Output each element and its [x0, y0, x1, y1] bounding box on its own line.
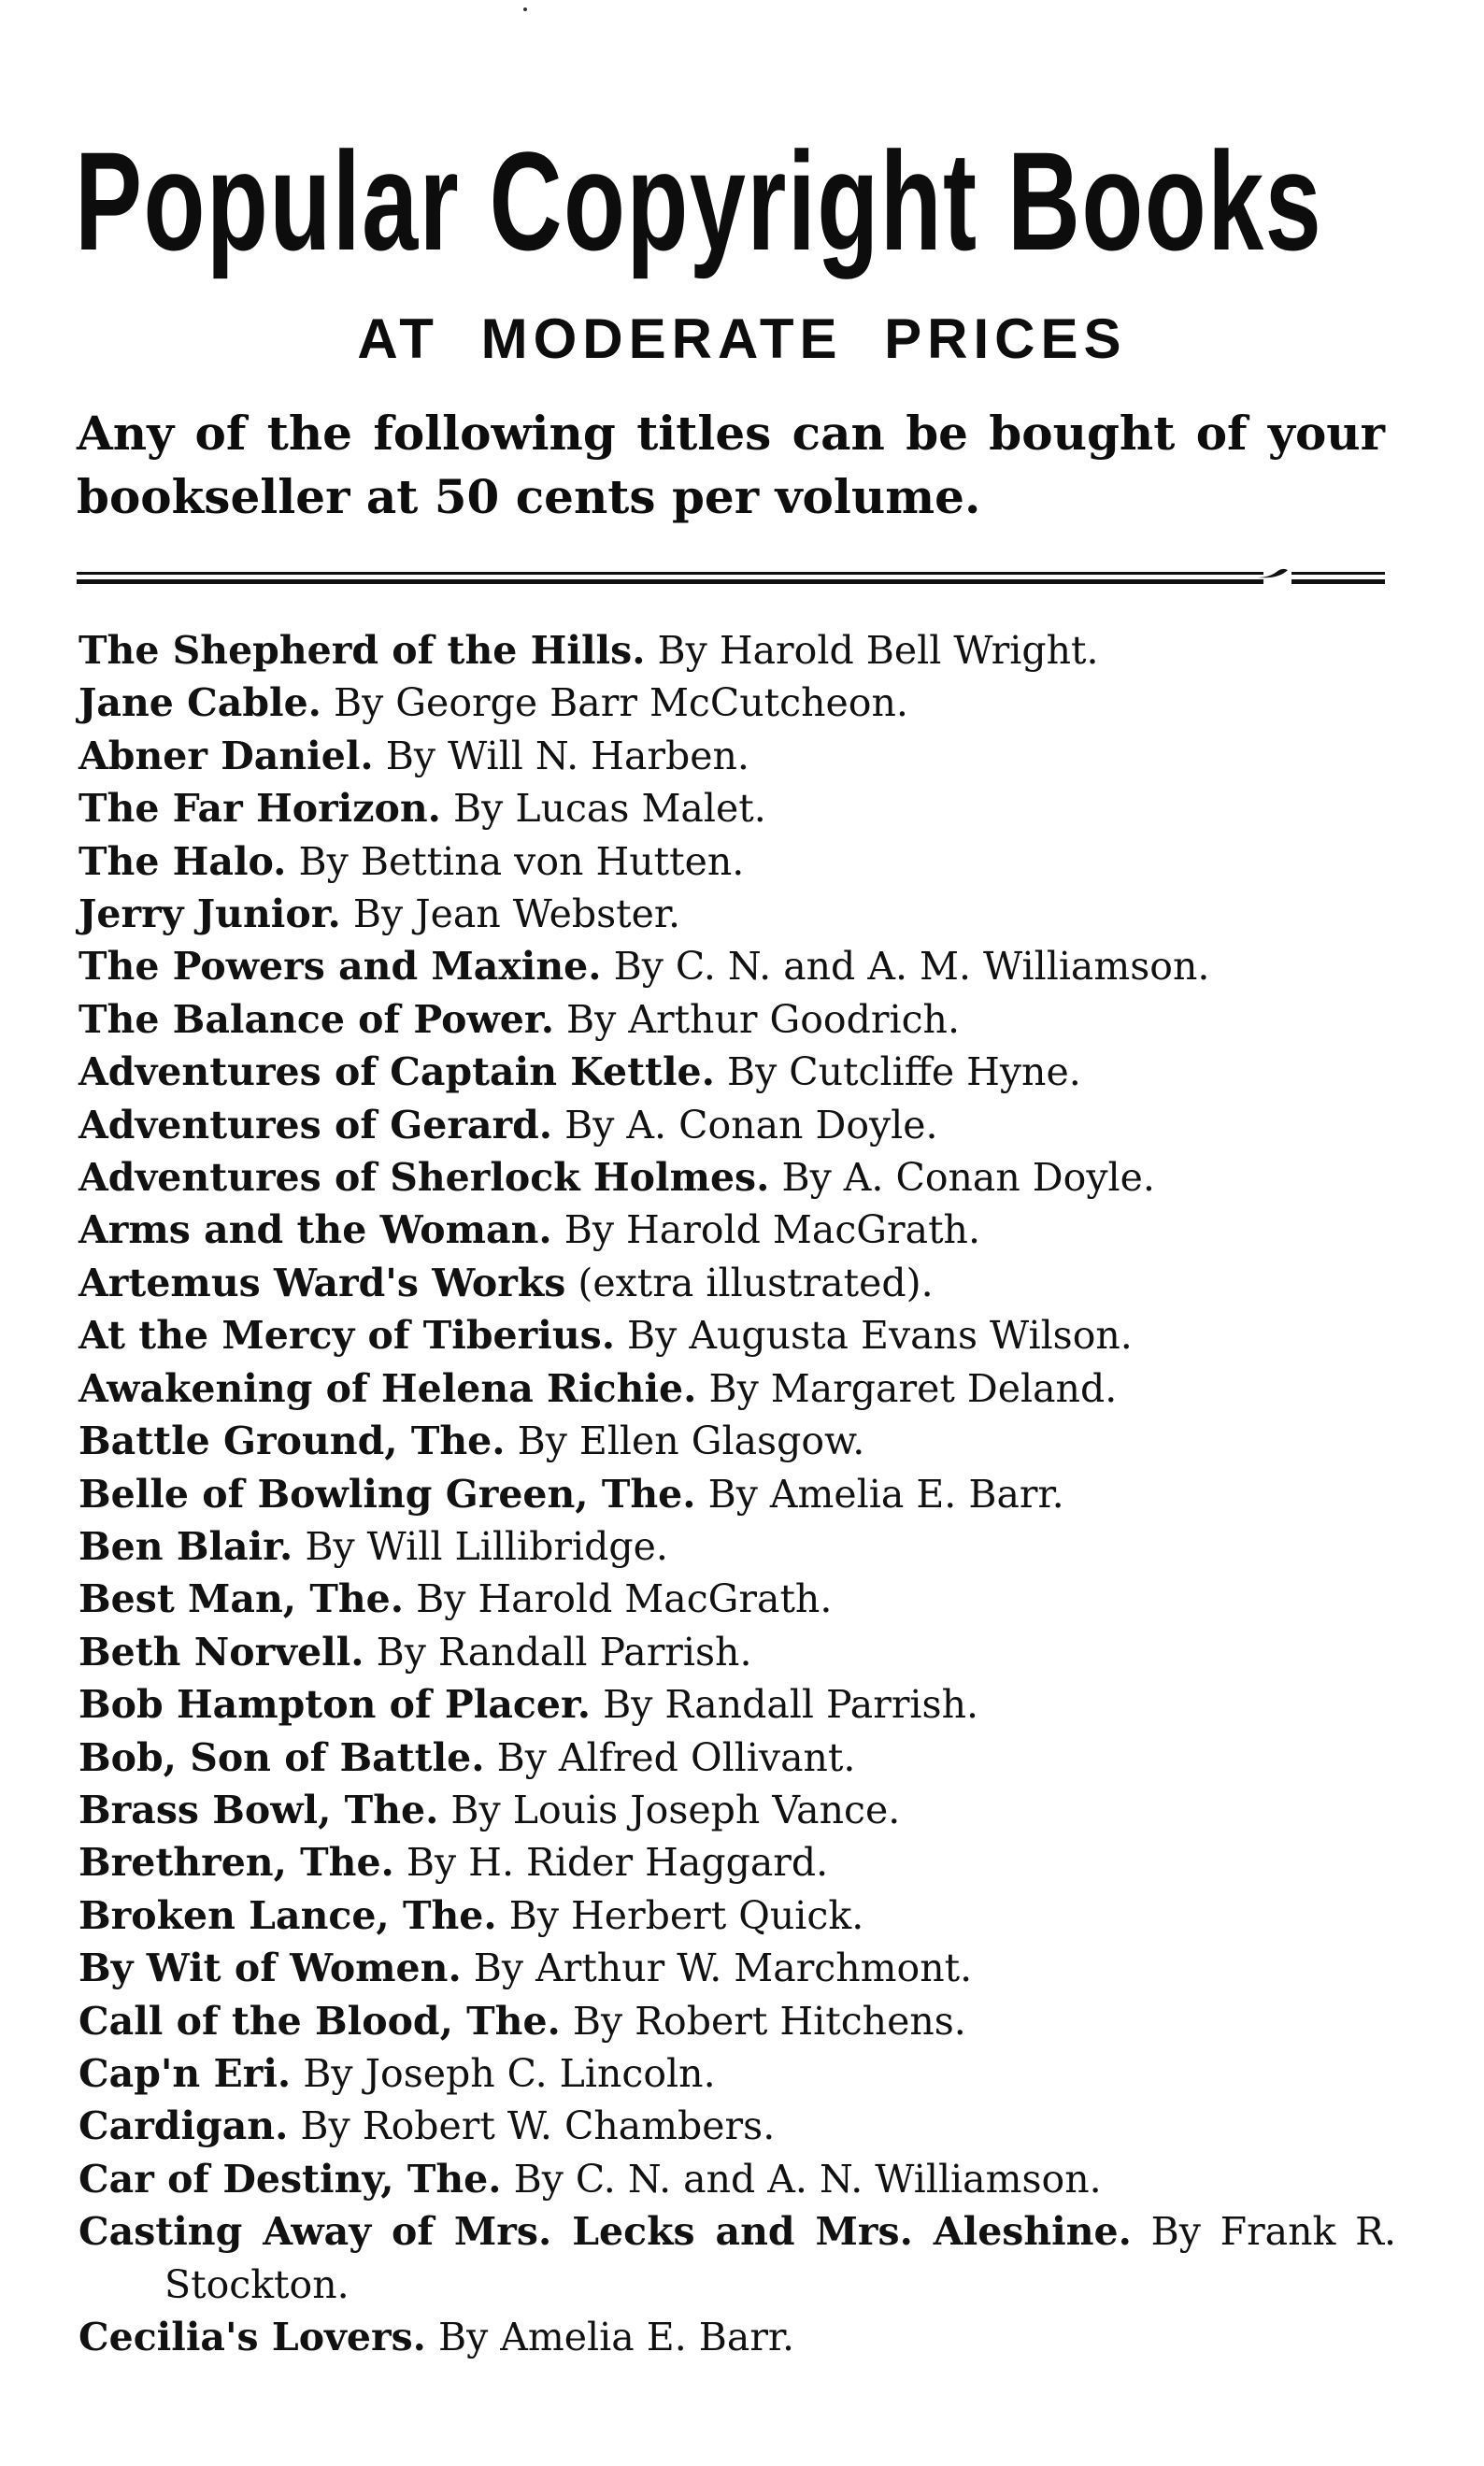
book-list-item [78, 677, 1396, 729]
book-title: The Balance of Power. [78, 996, 554, 1042]
book-author: By Herbert Quick. [508, 1892, 864, 1938]
book-title: The Halo. [78, 838, 287, 884]
book-list-item [78, 993, 1396, 1046]
book-author: By Cutcliffe Hyne. [726, 1049, 1081, 1095]
book-author: By Joseph C. Lincoln. [303, 2050, 716, 2096]
book-author: By A. Conan Doyle. [781, 1155, 1155, 1201]
decorative-rule [77, 572, 1385, 585]
book-list-item [78, 1257, 1396, 1309]
book-title: Car of Destiny, The. [78, 2156, 502, 2202]
book-author: By Robert Hitchens. [572, 1998, 966, 2044]
intro-paragraph: Any of the following titles can be bought of your bookseller at 50 cents per volume. [77, 406, 1385, 524]
book-author: By Ellen Glasgow. [517, 1418, 865, 1464]
book-author: By Arthur Goodrich. [566, 996, 960, 1042]
book-list-item [78, 1889, 1396, 1942]
book-author: By C. N. and A. M. Williamson. [613, 944, 1210, 990]
book-title: Best Man, The. [78, 1576, 405, 1622]
book-title: The Powers and Maxine. [78, 944, 602, 990]
book-title: Jerry Junior. [78, 891, 341, 937]
book-list-item [78, 1415, 1396, 1467]
rule-thin-line [77, 572, 1263, 575]
book-author: (extra illustrated). [578, 1260, 934, 1305]
book-author: By Arthur W. Marchmont. [473, 1946, 973, 1991]
book-title: At the Mercy of Tiberius. [78, 1313, 615, 1359]
book-list-item [78, 1099, 1396, 1151]
book-title: Jane Cable. [78, 680, 321, 726]
book-author: By Harold Bell Wright. [657, 628, 1099, 673]
book-author: By Augusta Evans Wilson. [627, 1313, 1133, 1359]
book-title: Call of the Blood, The. [78, 1998, 561, 2044]
book-title: Cecilia's Lovers. [78, 2315, 426, 2359]
book-list-item [78, 1573, 1396, 1625]
book-list-item [78, 888, 1396, 940]
book-list-item [78, 2205, 1396, 2311]
book-title: The Far Horizon. [78, 786, 441, 832]
book-author: By H. Rider Haggard. [406, 1840, 829, 1886]
book-author: By Randall Parrish. [603, 1682, 979, 1728]
book-list-item [78, 1520, 1396, 1573]
book-list-item [78, 1732, 1396, 1784]
book-title: Cap'n Eri. [78, 2050, 292, 2096]
book-author: By Bettina von Hutten. [298, 838, 745, 884]
book-title: Belle of Bowling Green, The. [78, 1471, 696, 1517]
book-list-item [78, 1995, 1396, 2047]
book-title: By Wit of Women. [78, 1946, 462, 1991]
page-title: Popular Copyright Books [75, 122, 1323, 279]
book-author: By Will N. Harben. [385, 733, 749, 778]
book-list-item [78, 1836, 1396, 1889]
book-title: Casting Away of Mrs. Lecks and Mrs. Aleshine. [78, 2209, 1132, 2255]
book-author: By Lucas Malet. [453, 786, 766, 832]
book-list-item [78, 1151, 1396, 1204]
book-author: By George Barr McCutcheon. [333, 680, 908, 726]
book-author: By Will Lillibridge. [305, 1523, 668, 1569]
book-list-item [78, 1678, 1396, 1731]
rule-thick-line [77, 579, 1263, 584]
book-title: Battle Ground, The. [78, 1418, 506, 1464]
book-title: Adventures of Sherlock Holmes. [78, 1155, 770, 1201]
book-title: The Shepherd of the Hills. [78, 628, 646, 673]
book-title: Arms and the Woman. [78, 1207, 552, 1253]
book-list-item [78, 1362, 1396, 1415]
book-author: By A. Conan Doyle. [564, 1102, 938, 1147]
book-author: By Alfred Ollivant. [496, 1734, 856, 1780]
book-title: Adventures of Gerard. [78, 1102, 553, 1147]
book-list-item [78, 624, 1396, 677]
book-list-item [78, 2311, 1396, 2363]
book-title: Adventures of Captain Kettle. [78, 1049, 715, 1095]
book-list-item [78, 1309, 1396, 1361]
book-title: Cardigan. [78, 2103, 289, 2149]
print-speck [523, 7, 527, 11]
page-subtitle: AT MODERATE PRICES [357, 307, 1127, 370]
book-title: Brass Bowl, The. [78, 1787, 439, 1832]
book-title: Beth Norvell. [78, 1629, 364, 1675]
book-list-item [78, 1046, 1396, 1098]
book-author: By Amelia E. Barr. [707, 1471, 1064, 1517]
book-title: Bob, Son of Battle. [78, 1734, 485, 1780]
book-title: Artemus Ward's Works [78, 1260, 566, 1305]
book-list-item [78, 1468, 1396, 1520]
book-author: By Louis Joseph Vance. [450, 1787, 901, 1832]
book-author: By Margaret Deland. [708, 1365, 1118, 1411]
book-title: Awakening of Helena Richie. [78, 1365, 697, 1411]
book-list-item [78, 1204, 1396, 1256]
book-author: By Harold MacGrath. [564, 1207, 980, 1253]
book-title: Bob Hampton of Placer. [78, 1682, 592, 1728]
rule-end-thin [1291, 572, 1385, 575]
book-author: By C. N. and A. N. Williamson. [513, 2156, 1102, 2202]
book-list-item [78, 2153, 1396, 2205]
book-list-item [78, 1942, 1396, 1994]
rule-flourish-icon [1256, 564, 1293, 583]
book-list-item [78, 730, 1396, 782]
book-title: Broken Lance, The. [78, 1892, 497, 1938]
book-author: By Jean Webster. [352, 891, 681, 937]
rule-end-thick [1291, 579, 1385, 584]
book-list-item [78, 782, 1396, 834]
book-title: Ben Blair. [78, 1523, 293, 1569]
book-title: Brethren, The. [78, 1840, 394, 1886]
book-list-item [78, 1784, 1396, 1836]
book-list-item [78, 1626, 1396, 1678]
book-list-item [78, 2100, 1396, 2152]
book-list-item [78, 940, 1396, 992]
book-author: By Amelia E. Barr. [437, 2315, 795, 2359]
book-author: By Frank R. Stockton. [164, 2209, 1396, 2307]
book-list [78, 624, 1396, 2363]
book-title: Abner Daniel. [78, 733, 374, 778]
book-author: By Robert W. Chambers. [300, 2103, 776, 2149]
book-list-item [78, 2047, 1396, 2100]
book-list-item [78, 835, 1396, 888]
book-author: By Harold MacGrath. [416, 1576, 833, 1622]
book-author: By Randall Parrish. [376, 1629, 752, 1675]
